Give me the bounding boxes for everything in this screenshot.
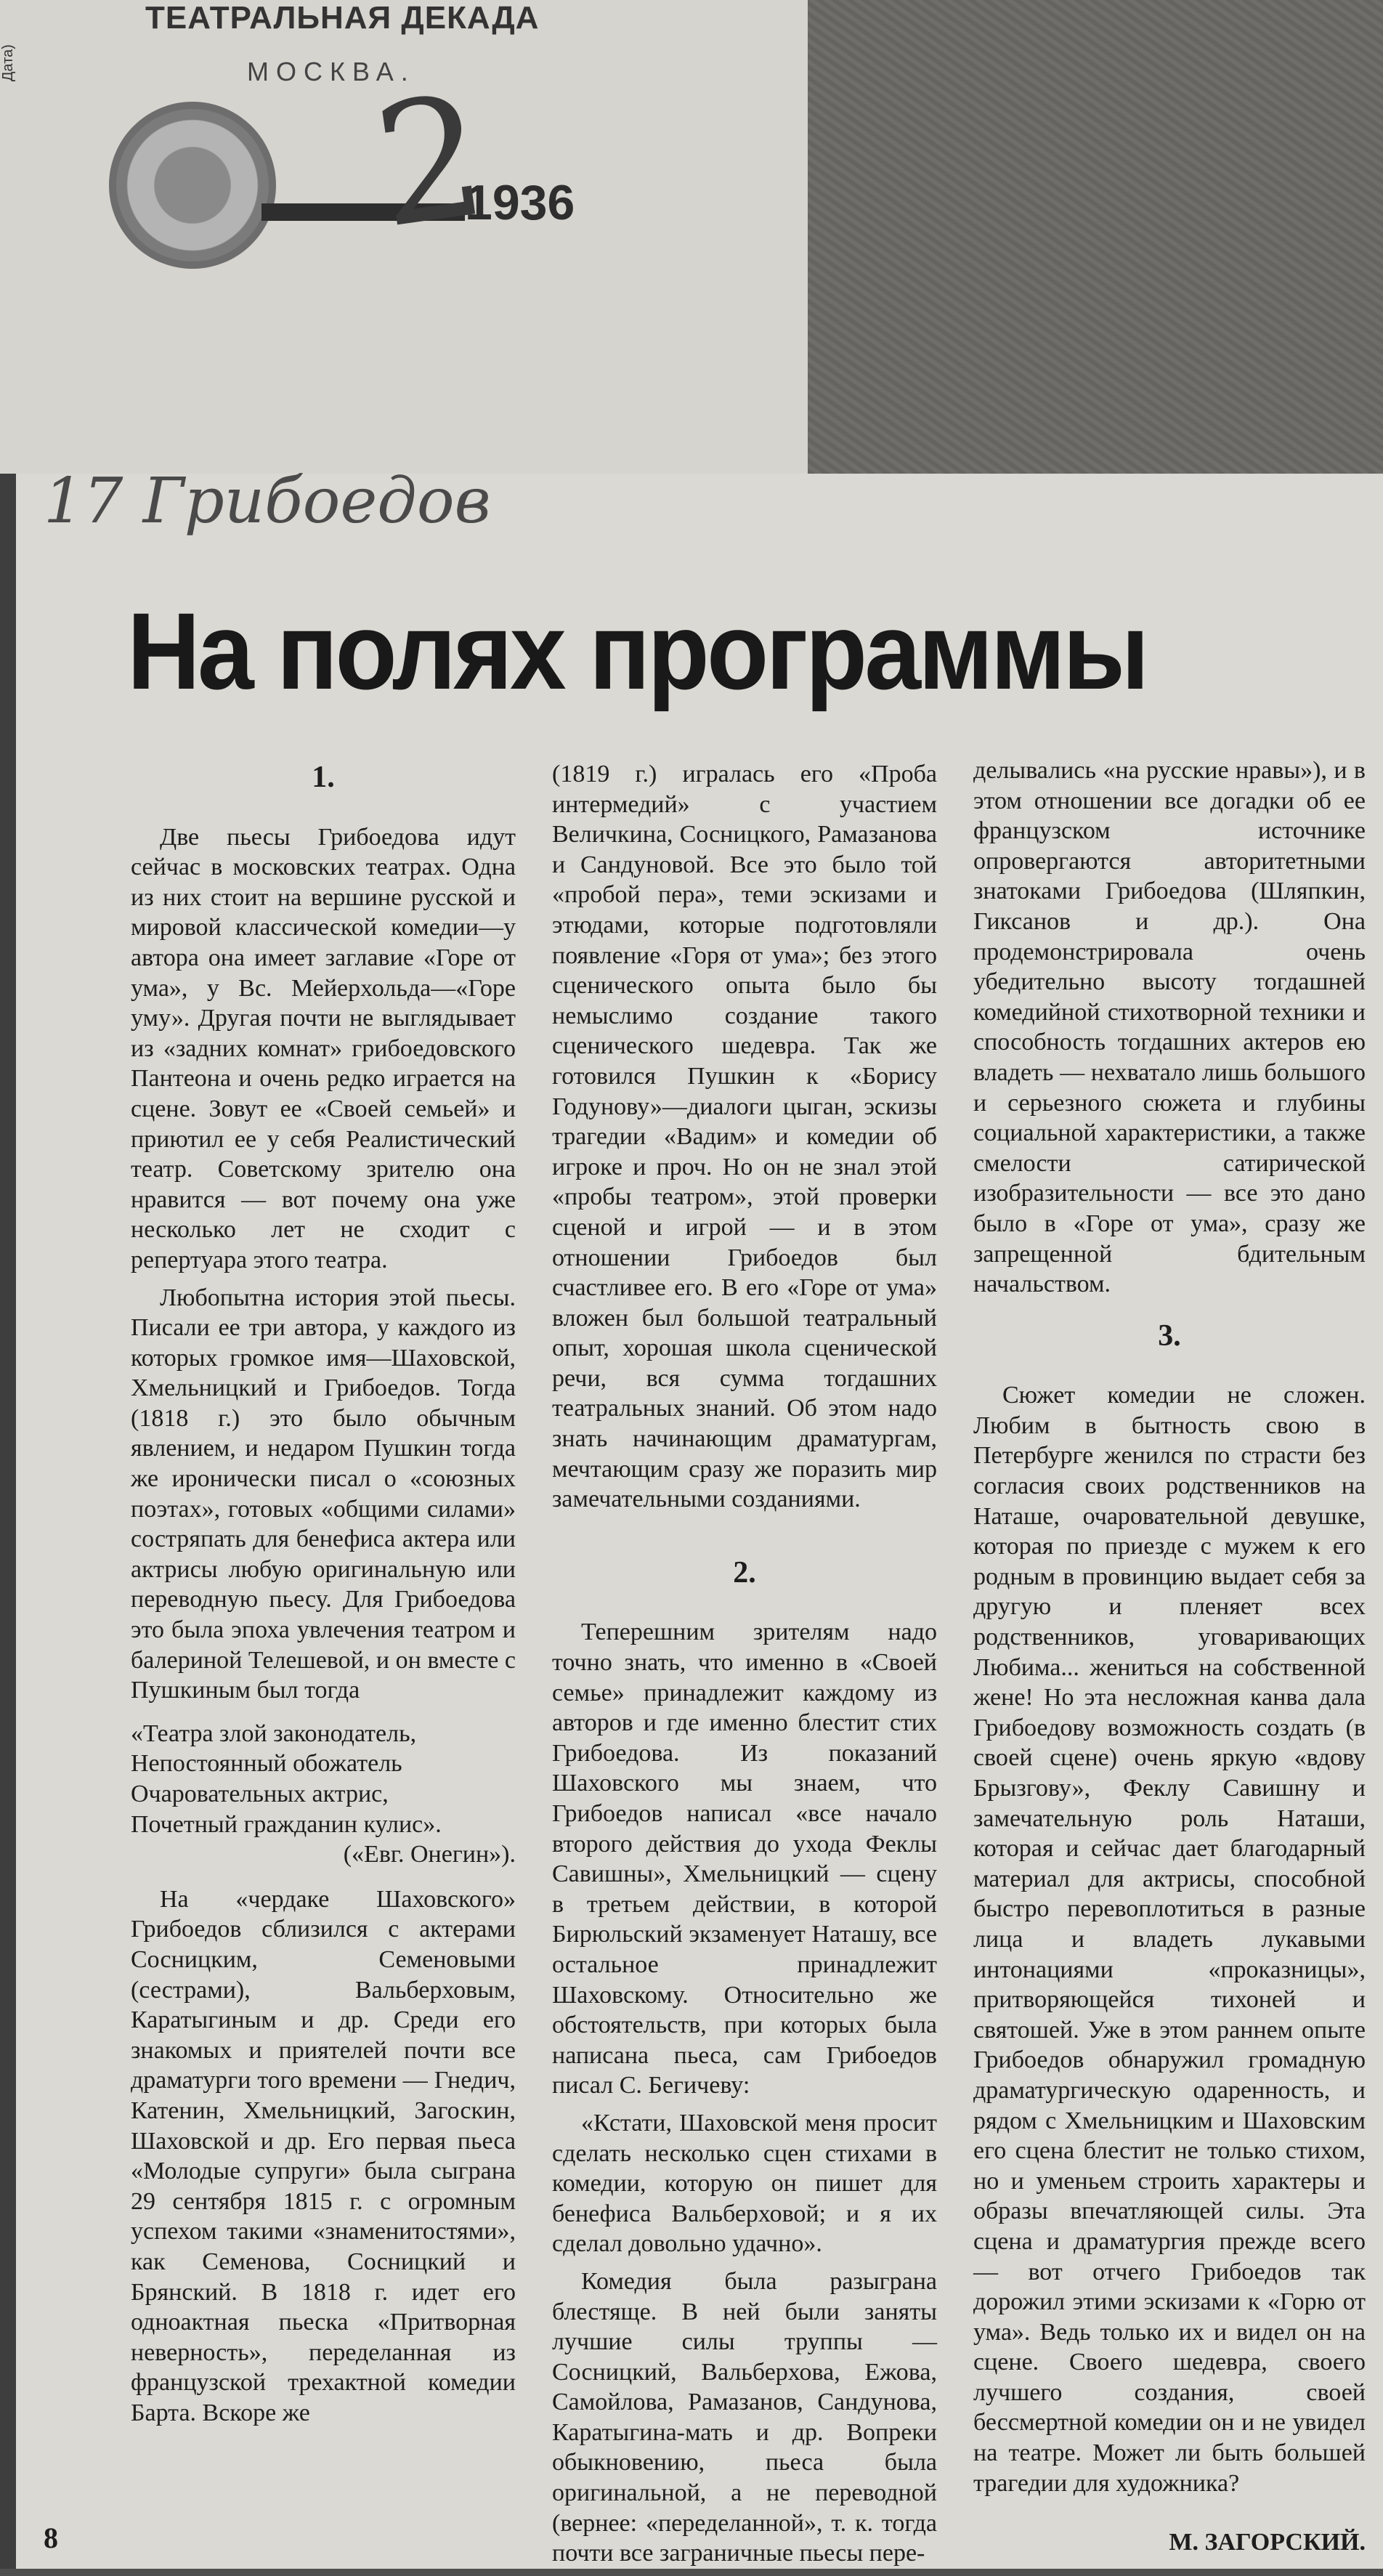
- paragraph: делывались «на русские нравы»), и в этом отношении все догадки об ее французском источнике опровергаются авторитетными знатоками Грибоедова (Шляпкин, Гиксанов и др.). Она продемонстрировала очень убедительно высоту тогдашней комедийной стихотворной техники и способность тогдашних актеров ею владеть — нехватало лишь большого и серьезного сюжета и глубины социальной характеристики, а также смелости сатирической изобразительности — все это дано было в «Горе от ума», сразу же запрещенной бдительным начальством.: [973, 757, 1366, 1298]
- column-3: [973, 756, 1366, 2565]
- paragraph: Любопытна история этой пьесы. Писали ее три автора, у каждого из которых громкое имя—Шаховской, Хмельницкий и Грибоедов. Тогда (1818 г.) это было обычным явлением, и недаром Пушкин тогда же иронически писал о «союзных поэтах», готовых «общими силами» состряпать для бенефиса актера или актрисы любую оригинальную или переводную пьесу. Для Грибоедова это была эпоха увлечения театром и балериной Телешевой, и он вместе с Пушкиным был тогда: [131, 1284, 516, 1704]
- paragraph: «Кстати, Шаховской меня просит сделать несколько сцен стихами в комедии, которую он пишет для бенефиса Вальберховой; и я их сделал довольно удачно».: [552, 2109, 937, 2258]
- column-2: [552, 759, 937, 2576]
- paragraph: Теперешним зрителям надо точно знать, что именно в «Своей семье» принадлежит каждому из авторов и где именно блестит стих Грибоедова. Из показаний Шаховского мы знаем, что Грибоедов написал «все начало второго действия до ухода Феклы Савишны», Хмельницкий — сцену в третьем действии, в которой Бирюльский экзаменует Наташу, все остальное принадлежит Шаховскому. Относительно же обстоятельств, при которых была написана пьеса, сам Грибоедов писал С. Бегичеву:: [552, 1619, 937, 2099]
- publication-year: 1936: [465, 175, 575, 230]
- section-number: 2.: [733, 1555, 756, 1589]
- page-number: 8: [44, 2522, 58, 2554]
- verse-quote: [131, 1719, 516, 1870]
- emblem-stamp: [109, 102, 276, 269]
- verse-line: Почетный гражданин кулис».: [131, 1810, 442, 1838]
- column-1: [131, 756, 516, 2435]
- handwritten-note: 17 Грибоедов: [44, 465, 491, 538]
- publication-header: ТЕАТРАЛЬНАЯ ДЕКАДА: [145, 0, 540, 36]
- publication-city: МОСКВА.: [247, 57, 415, 86]
- paragraph: На «чердаке Шаховского» Грибоедов сблизился с актерами Сосницким, Семеновыми (сестрами), Вальберховым, Каратыгиным и др. Среди его знакомых и приятелей почти все драматурги того времени — Гнедич, Катенин, Хмельницкий, Загоскин, Шаховской и др. Его первая пьеса «Молодые супруги» была сыграна 29 сентября 1815 г. с огромным успехом такими «знаменитостями», как Семенова, Сосницкий и Брянский. В 1818 г. идет его одноактная пьеска «Притворная неверность», переделанная из французской трехактной комедии Барта. Вскоре же: [131, 1885, 516, 2426]
- paragraph: Комедия была разыграна блестяще. В ней были заняты лучшие силы труппы — Сосницкий, Вальберхова, Ежова, Самойлова, Рамазанов, Сандунова, Каратыгина-мать и др. Вопреки обыкновению, пьеса была оригинальной, а не переводной (вернее: «переделанной», т. к. тогда почти все заграничные пьесы пере-: [552, 2267, 937, 2567]
- paragraph: Две пьесы Грибоедова идут сейчас в московских театрах. Одна из них стоит на вершине русской и мировой классической комедии—у автора она имеет заглавие «Горе от ума», у Вс. Мейерхольда—«Горе уму». Другая почти не выглядывает из «задних комнат» грибоедовского Пантеона и очень редко играется на сцене. Зовут ее «Своей семьей» и приютил ее у себя Реалистический театр. Советскому зрителю она нравится — вот почему она уже несколько лет не сходит с репертуара этого театра.: [131, 823, 516, 1273]
- paragraph: Сюжет комедии не сложен. Любим в бытность свою в Петербурге женился по страсти без согласия своих родственников на Наташе, очаровательной девушке, которая по приезде с мужем к его родным в провинцию выдает себя за другую и пленяет всех родственников, уговаривающих Любима... жениться на собственной жене! Но эта несложная канва дала Грибоедову возможность создать (в своей сцене) очень яркую «вдову Брызгову», Феклу Савишну и замечательную роль Наташи, которая и сейчас дает благодарный материал для актрисы, способной быстро перевоплотиться в разные лица и владеть лукавыми интонациями «проказницы», притворяющейся тихоней и святошей. Уже в этом раннем опыте Грибоедов обнаружил громадную драматургическую одаренность, и рядом с Хмельницким и Шаховским его сцена блестит не только стихом, но и уменьем строить характеры и образы впечатляющей силы. Эта сцена и драматургия прежде всего — вот отчего Грибоедов так дорожил этими эскизами к «Горю от ума». Ведь только их и видел он на сцене. Своего шедевра, своего лучшего создания, своей бессмертной комедии он и не увидел на театре. Может ли быть большей трагедии для художника?: [973, 1382, 1366, 2497]
- verse-line: Непостоянный обожатель: [131, 1750, 402, 1778]
- verse-line: Очаровательных актрис,: [131, 1781, 389, 1807]
- backing-sheet: [808, 0, 1383, 474]
- left-backing-strip: [0, 474, 16, 2569]
- paragraph: (1819 г.) игралась его «Проба интермедий» с участием Величкина, Сосницкого, Рамазанова и Сандуновой. Все это было той «пробой пера», теми эскизами и этюдами, которые подготовляли появление «Горя от ума»; без этого сценического опыта было бы немыслимо создание такого сценического шедевра. Так же готовился Пушкин к «Борису Годунову»—диалоги цыган, эскизы трагедии «Вадим» и комедии об игроке и проч. Но он не знал этой «пробы театром», этой проверки сценой и игрой — и в этом отношении Грибоедов был счастливее его. В его «Горе от ума» вложен был большой театральный опыт, хорошая школа сценической речи, вся сумма тогдашних театральных знаний. Об этом надо знать начинающим драматургам, мечтающим сразу же поразить мир замечательными созданиями.: [552, 761, 937, 1513]
- author-signature: М. ЗАГОРСКИЙ.: [1169, 2529, 1366, 2556]
- verse-line: «Театра злой законодатель,: [131, 1720, 417, 1747]
- section-number: 1.: [312, 761, 335, 794]
- clipping-header-area: [0, 0, 808, 474]
- verse-source: («Евг. Онегин»).: [343, 1841, 516, 1868]
- section-number: 3.: [1158, 1319, 1181, 1353]
- header-tab-label: Дата): [0, 44, 16, 81]
- article-title: На полях программы: [127, 590, 1147, 712]
- handwritten-number: 2: [365, 59, 498, 266]
